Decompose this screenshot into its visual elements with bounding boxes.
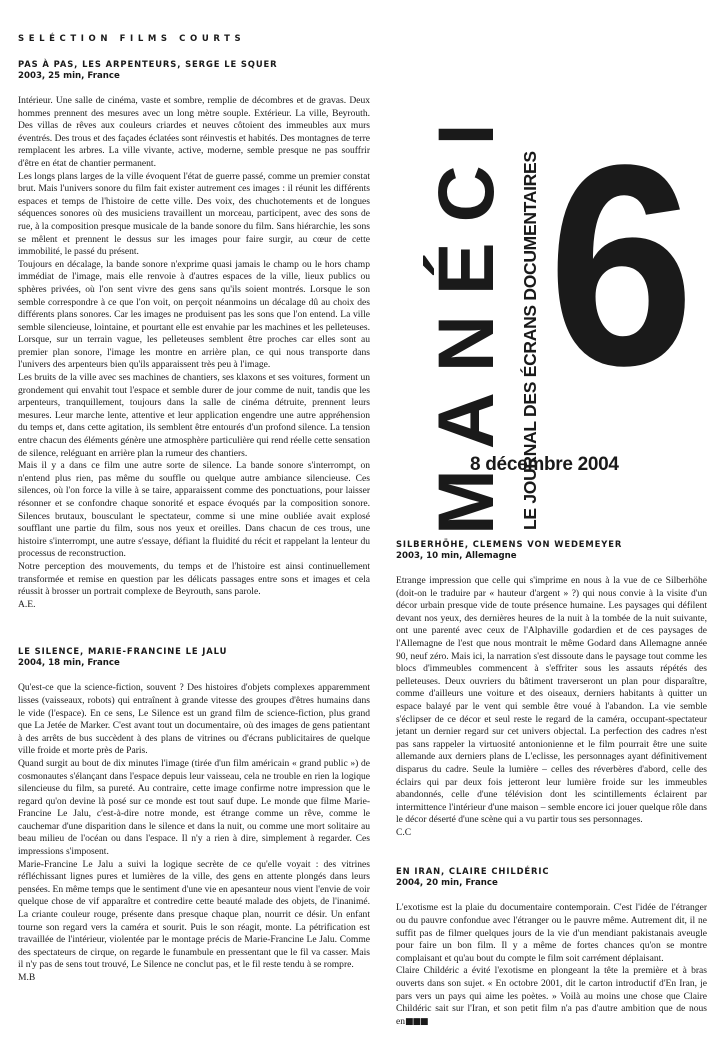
paragraph: L'exotisme est la plaie du documentaire contemporain. C'est l'idée de l'étranger ou du pauvre confondue avec l'étranger ou le pauvre même. Autrement dit, il ne suffit pas de filmer quelques jours de la vie d'un mendiant pakistanais aveugle pour faire un bon film. Il y a même de fortes chances qu'on se montre complaisant et qu'au bout du compte le film soit carrément déplaisant. (396, 902, 707, 964)
film-review-en-iran (396, 865, 707, 1028)
film-meta: 2003, 10 min, Allemagne (396, 551, 517, 561)
right-column (396, 538, 707, 1062)
author-signature: C.C (396, 826, 412, 838)
author-signature: A.E. (18, 598, 36, 610)
paragraph: Mais il y a dans ce film une autre sorte de silence. La bande sonore s'interrompt, on n'entend plus rien, pas même du souffle ou quelque autre ambiance silencieuse. Ces silences, où l'on force la ville à se taire, apparaissent comme des ponctuations, pour laisser résonner et se confondre chaque sonorité et espace évoqués par la composition sonore. Silences brutaux, bousculant le spectateur, comme si une mine oubliée avait explosé soufflant une partie du film, sous nos yeux et oreilles. Dans chacun de ces trous, une histoire s'interrompt, une autre s'essaye, défiant la fluidité du récit et rappelant la lenteur du processus de reconstruction. (18, 460, 370, 560)
paragraph: Quand surgit au bout de dix minutes l'image (tirée d'un film américain « grand public ») de cosmonautes s'élançant dans l'espace depuis leur vaisseau, cela ne trouble en rien la logique silencieuse du film, sa pureté. Au contraire, cette image confirme notre impression que le regard qu'on devine là posé sur ce monde est tout sauf dupe. Le monde que filme Marie-Francine Le Jalu, c'est-à-dire notre monde, est étrange comme un rêve, comme le cauchemar d'une disparition dans le silence et dans la nuit, ou comme une mort solitaire au beau milieu de l'océan ou dans l'espace. Il n'y a rien à dire, simplement à regarder. Ces impressions s'imposent. (18, 757, 370, 858)
film-title: PAS À PAS, LES ARPENTEURS, SERGE LE SQUER (18, 59, 278, 69)
film-review-silberhohe (396, 538, 707, 839)
journal-title: MANÉCI (421, 103, 510, 535)
film-review-le-silence (18, 645, 370, 984)
review-body (18, 682, 370, 984)
journal-subtitle: LE JOURNAL DES ÉCRANS DOCUMENTAIRES (520, 151, 540, 530)
paragraph-text: Claire Childéric a évité l'exotisme en plongeant la tête la première et à bras ouverts dans son sujet. « En octobre 2001, dit le carton introductif d'En Iran, je pars vers un pays qui aime les poètes. » Voilà au moins une chose que Claire Childéric sait sur l'Iran, et son petit film n'a pas d'autre ambition que de nous en (396, 965, 707, 1027)
review-body (18, 95, 370, 611)
left-column (18, 34, 370, 1019)
film-title: EN IRAN, CLAIRE CHILDÉRIC (396, 866, 550, 877)
film-title: LE SILENCE, MARIE-FRANCINE LE JALU (18, 646, 228, 657)
review-body (396, 575, 707, 839)
issue-number: 6 (548, 105, 689, 425)
paragraph: Etrange impression que celle qui s'imprime en nous à la vue de ce Silberhöhe (doit-on le traduire par « hauteur d'argent » ?) qui nous convie à la visite d'un décor urbain presque vide de toute présence humaine. Les paysages qui défilent devant nos yeux, des dernières heures de la nuit à la tombée de la nuit suivante, ont une parenté avec ceux de l'Alphaville godardien et de ces paysages de l'Allemagne de l'est que nous montrait le même Godard dans Allemagne année 90, neuf zéro. Mais ici, la narration s'est dissoute dans le paysage tout comme les blocs d'immeubles commencent à s'effriter sous les assauts répétés des pelleteuses. Deux ouvriers du bâtiment traverseront un plan pour disparaître, comme d'ailleurs une voiture et des oiseaux, derniers habitants à quitter un espace balayé par le vent qui semble être voué à l'abandon. La vie semble s'éclipser de ce décor et seul reste le regard de la caméra, occupant-spectateur jetant un dernier regard sur cet univers objectal. La perfection des cadres n'est pas sans rappeler la virtuosité antonionienne et le film pourrait être une suite allemande aux derniers plans de L'eclisse, les personnages ayant définitivement disparus du cadre. Seule la lumière – celles des réverbères d'abord, celle des éclairs qui par deux fois jetteront leur lumière froide sur les immeubles abandonnés, celle d'une télévision dont les scintillements éclairent par intermittence l'intérieur d'une maison – semble encore ici jouer quelque rôle dans le décor déserté d'une scène qui a vu partir tous ses personnages. (396, 575, 707, 826)
film-meta: 2004, 18 min, France (18, 658, 120, 669)
continued-marker-icon: ■■■ (405, 1016, 428, 1027)
masthead (400, 40, 724, 535)
film-review-pas-a-pas (18, 58, 370, 611)
paragraph: Notre perception des mouvements, du temps et de l'histoire est ainsi continuellement transformée et remise en question par les délicats passages entre sons et images et cela réussit à brosser un portrait complexe de Beyrouth, sans parole. (18, 560, 370, 598)
film-title: SILBERHÖHE, CLEMENS VON WEDEMEYER (396, 539, 623, 549)
film-meta: 2004, 20 min, France (396, 878, 498, 889)
film-meta: 2003, 25 min, France (18, 71, 120, 81)
paragraph: Toujours en décalage, la bande sonore n'exprime quasi jamais le champ ou le hors champ immédiat de l'image, mais elle renvoie à d'autres espaces de la ville, lieux publics ou sphères privées, où l'on sent vivre des gens sans qu'ils soient montrés. Lorsque le son semble correspondre à ce que l'on voit, on perçoit néanmoins un décalage dû au choix des différents plans sonores. Car les images ne produisent pas les sons que l'on entend. La ville semble silencieuse, lointaine, et pourtant elle est envahie par les machines et les pelleteuses. Lorsque, sur un terrain vague, les pelleteuses semblent être proches car elles sont au premier plan sonore, l'image les montre en arrière plan, ce qui nous transporte dans l'univers des arpenteurs bien qu'ils apparaissent très peu à l'image. (18, 258, 370, 371)
paragraph: Intérieur. Une salle de cinéma, vaste et sombre, remplie de décombres et de gravas. Deux hommes prennent des mesures avec un long mètre souple. Extérieur. La ville, Beyrouth. Des villas de rêves aux couleurs criardes et neuves côtoient des immeubles aux murs éventrés. Des trous et des façades éclatées sont réinvestis et habités. Des montagnes de terre remplacent les arbres. La ville vivante, active, moderne, semble presque ne pas souffrir d'être en état de chantier permanent. (18, 95, 370, 169)
issue-date: 8 décembre 2004 (470, 454, 619, 475)
section-kicker: SELÉCTION FILMS COURTS (18, 34, 246, 44)
paragraph: Qu'est-ce que la science-fiction, souvent ? Des histoires d'objets complexes apparemment lisses (vaisseaux, robots) qui entraînent à grande vitesse des groupes d'êtres humains dans le vide (l'espace). En ce sens, Le Silence est un grand film de science-fiction, plus grand que La Jetée de Marker. C'est avant tout un documentaire, où des images de gens patientant à des arrêts de bus succèdent à des plans de vitrines ou d'écrans publicitaires de quelque ville froide et morte près de Paris. (18, 682, 370, 757)
paragraph (396, 965, 707, 1028)
review-body (396, 902, 707, 1028)
paragraph: Marie-Francine Le Jalu a suivi la logique secrète de ce qu'elle voyait : des vitrines réfléchissant lignes pures et lumières de la ville, des gens en attente plongés dans leurs pensées. En même temps que le sentiment d'une vie en apesanteur nous vient l'envie de voir quelque chose de vif apparaître et contredire cette beauté malade des objets, de l'inanimé. La criante couleur rouge, présente dans presque chaque plan, nourrit ce désir. Un enfant tourne son regard vers la caméra et sourit. Puis le son réagit, monte. La pétrification est travaillée de l'intérieur, violentée par le montage précis de Marie-Francine Le Jalu. Comme des spectateurs de cirque, on regarde le funambule en pressentant que le fil va casser. Mais il n'y pas de sens tout trouvé, Le Silence ne conclut pas, et le fil reste tendu à se rompre. (18, 858, 370, 971)
author-signature: M.B (18, 972, 36, 983)
paragraph: Les bruits de la ville avec ses machines de chantiers, ses klaxons et ses voitures, forment un grondement qui envahit tout l'espace et semble durer de jour comme de nuit, tandis que les arpenteurs, tranquillement, toujours dans la salle de cinéma détruite, prennent leurs mesures. Leur marche lente, attentive et leur application engendre une autre appréhension du temps et, dans cette agitation, ils semblent être entourés d'un profond silence. La tension entre chacun des éléments génère une atmosphère particulière qui rend réelle cette sensation de silence, reléguant en arrière plan la rumeur des chantiers. (18, 372, 371, 459)
paragraph: Les longs plans larges de la ville évoquent l'état de guerre passé, comme un premier constat brut. Mais l'univers sonore du film fait exister autrement ces images : il réunit les différents espaces et temps de l'histoire de cette ville. Des voix, des chuchotements et de longues séquences sonores où des musiciens travaillent un morceau, participent, avec des sons de rue, à la composition presque musicale de la bande sonore du film. Sans hiérarchie, les sons se mêlent et prennent le dessus sur les images pour faire surgir, au cœur de cette immobilité, le passé du présent. (18, 170, 370, 258)
